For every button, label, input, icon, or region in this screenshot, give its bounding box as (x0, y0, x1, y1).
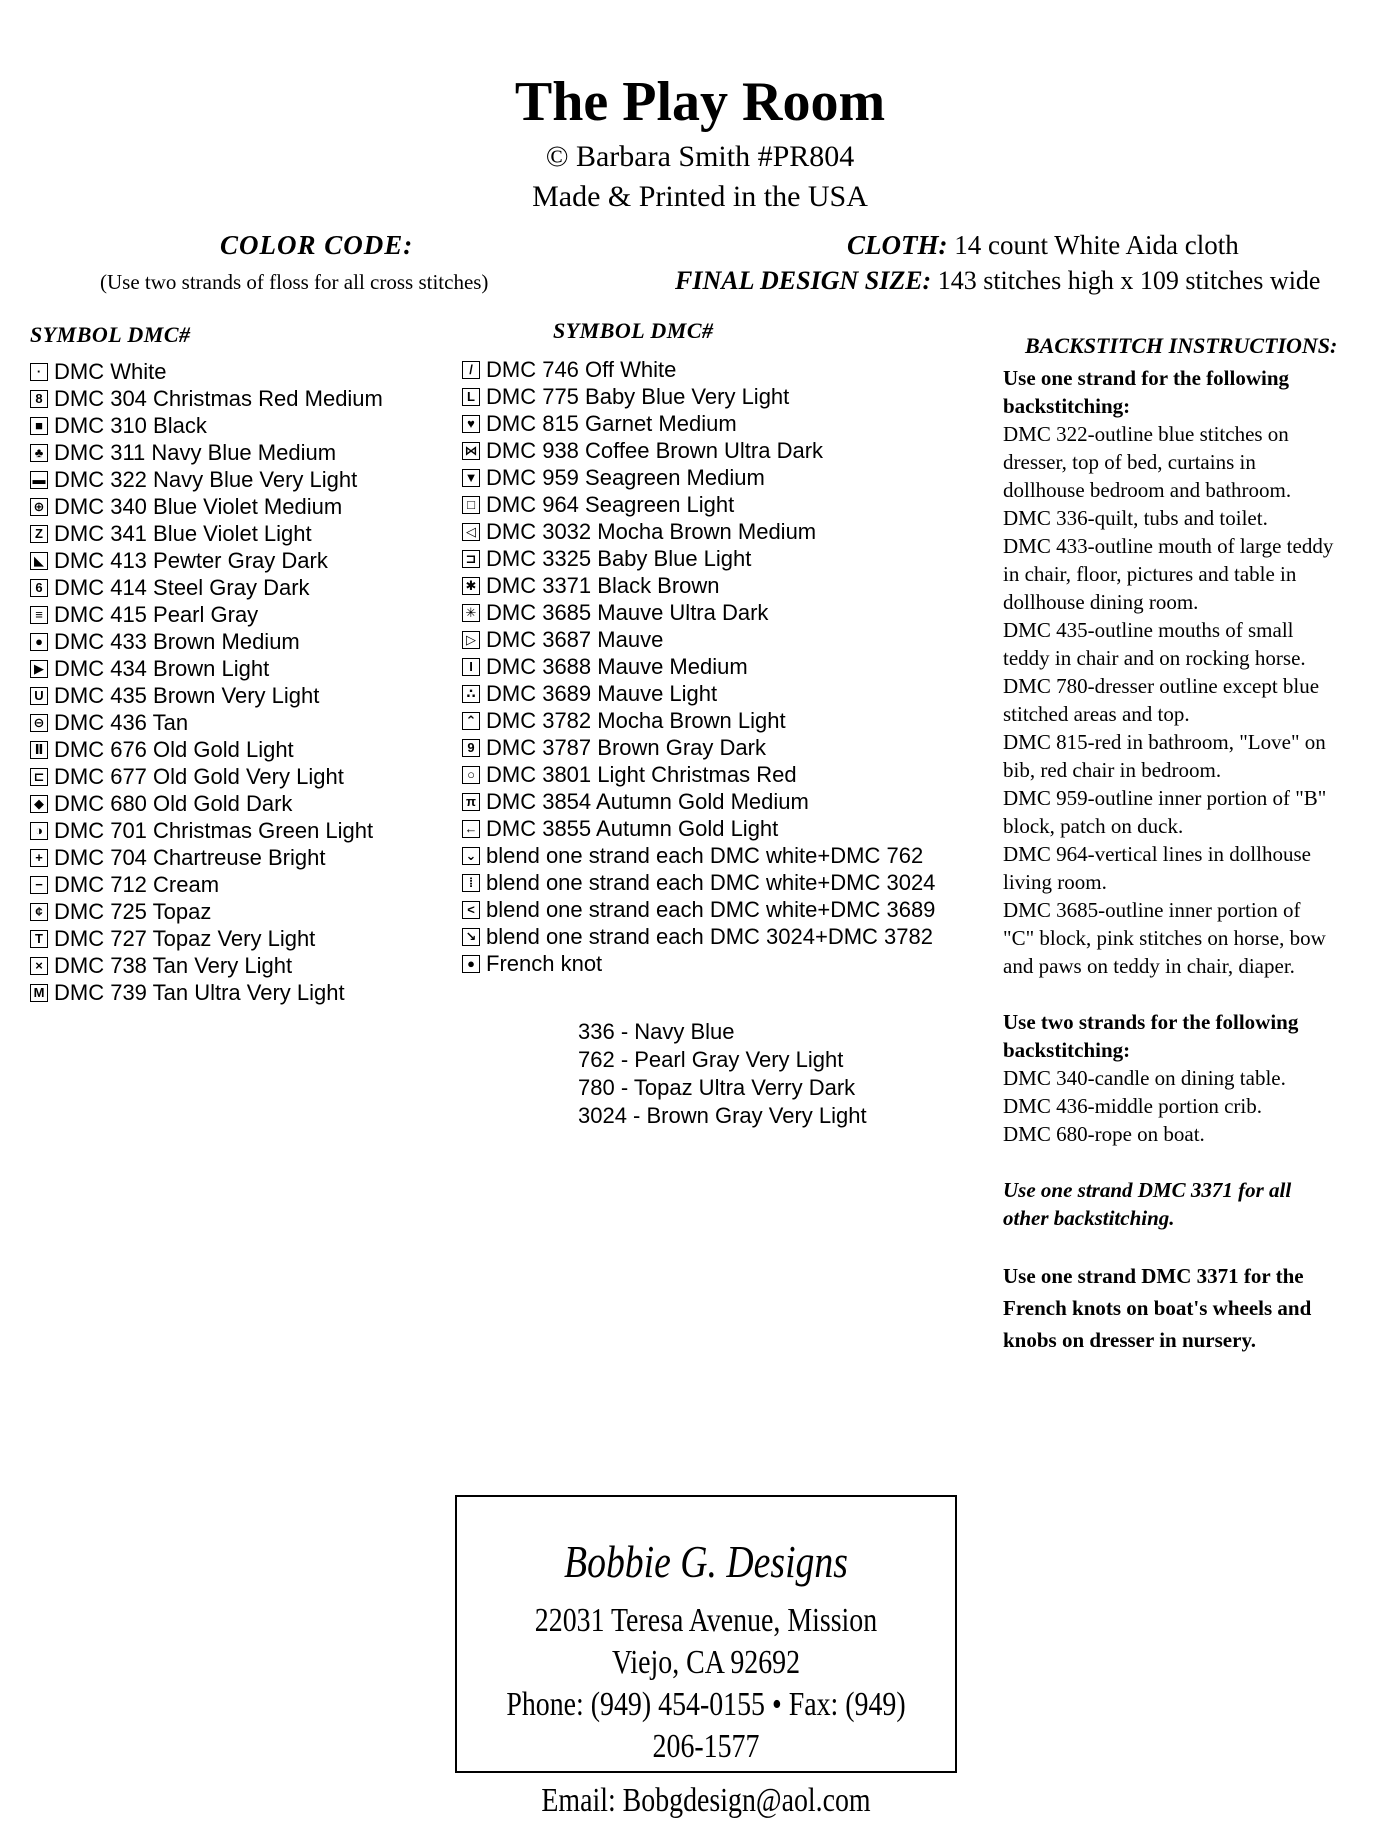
color-key-label: DMC 3782 Mocha Brown Light (486, 707, 786, 733)
color-key-label: DMC 3801 Light Christmas Red (486, 761, 797, 787)
down-triangle-symbol-icon: ▼ (462, 469, 480, 487)
bowtie-symbol-icon: ⋈ (462, 442, 480, 460)
color-key-item (462, 869, 935, 896)
reverse-c-symbol-icon: ⊐ (462, 550, 480, 568)
color-key-label: DMC 677 Old Gold Very Light (54, 763, 344, 789)
right-triangle-symbol-icon: ▶ (30, 660, 48, 678)
colon-symbol-icon: ⁞ (462, 874, 480, 892)
color-key-item (30, 709, 383, 736)
french-knot-note: knobs on dresser in nursery. (1003, 1328, 1257, 1352)
t-symbol-icon: T (30, 930, 48, 948)
backstitch-line: DMC 780-dresser outline except blue (1003, 674, 1320, 698)
color-key-label: blend one strand each DMC 3024+DMC 3782 (486, 923, 933, 949)
double-bar-symbol-icon: Ⅱ (30, 741, 48, 759)
color-key-item (462, 896, 935, 923)
color-key-label: DMC 304 Christmas Red Medium (54, 385, 383, 411)
color-key-item (462, 572, 935, 599)
backstitch-line: dollhouse dining room. (1003, 590, 1199, 614)
six-symbol-icon: 6 (30, 579, 48, 597)
color-key-label: DMC 738 Tan Very Light (54, 952, 293, 978)
backstitch-line: DMC 3685-outline inner portion of (1003, 898, 1301, 922)
nine-symbol-icon: 9 (462, 739, 480, 757)
color-key-label: DMC 341 Blue Violet Light (54, 520, 312, 546)
color-key-label: DMC 676 Old Gold Light (54, 736, 294, 762)
color-key-item (30, 493, 383, 520)
color-key-item (30, 844, 383, 871)
color-key-item (30, 601, 383, 628)
color-key-label: DMC 433 Brown Medium (54, 628, 300, 654)
circle-plus-symbol-icon: ⊕ (30, 498, 48, 516)
backstitch-line: block, patch on duck. (1003, 814, 1184, 838)
color-list-right (462, 356, 935, 977)
color-key-item (30, 574, 383, 601)
color-key-label: DMC 959 Seagreen Medium (486, 464, 765, 490)
one-strand-intro: backstitching: (1003, 394, 1131, 418)
extra-color-item: 780 - Topaz Ultra Verry Dark (578, 1075, 856, 1100)
symbol-column-header: SYMBOL DMC# (30, 322, 191, 347)
backstitch-line: DMC 433-outline mouth of large teddy (1003, 534, 1334, 558)
color-key-label: French knot (486, 950, 603, 976)
design-size-label: FINAL DESIGN SIZE: (675, 266, 932, 295)
color-key-label: DMC 704 Chartreuse Bright (54, 844, 326, 870)
color-key-item (30, 547, 383, 574)
color-key-label: DMC 727 Topaz Very Light (54, 925, 316, 951)
l-symbol-icon: L (462, 388, 480, 406)
color-key-label: DMC 3687 Mauve (486, 626, 664, 652)
color-key-label: DMC 413 Pewter Gray Dark (54, 547, 328, 573)
less-than-symbol-icon: < (462, 901, 480, 919)
color-key-label: DMC 3685 Mauve Ultra Dark (486, 599, 769, 625)
left-arrow-symbol-icon: ← (462, 820, 480, 838)
color-key-label: DMC 712 Cream (54, 871, 220, 897)
color-key-label: blend one strand each DMC white+DMC 3024 (486, 869, 936, 895)
backstitch-line: DMC 959-outline inner portion of "B" (1003, 786, 1327, 810)
color-key-label: blend one strand each DMC white+DMC 3689 (486, 896, 936, 922)
i-symbol-icon: I (462, 658, 480, 676)
color-code-heading: COLOR CODE: (220, 230, 414, 260)
eight-symbol-icon: 8 (30, 390, 48, 408)
square-symbol-icon: □ (462, 496, 480, 514)
heart-symbol-icon: ♥ (462, 415, 480, 433)
color-key-item (30, 520, 383, 547)
color-key-label: DMC 340 Blue Violet Medium (54, 493, 343, 519)
z-symbol-icon: Z (30, 525, 48, 543)
color-key-label: DMC 3688 Mauve Medium (486, 653, 748, 679)
backstitch-line: and paws on teddy in chair, diaper. (1003, 954, 1295, 978)
backstitch-instructions (1003, 332, 1393, 1356)
circle-bar-symbol-icon: ⊖ (30, 714, 48, 732)
x-symbol-icon: × (30, 957, 48, 975)
backstitch-heading: BACKSTITCH INSTRUCTIONS: (1025, 333, 1338, 358)
color-key-item (462, 626, 935, 653)
slash-symbol-icon: / (462, 361, 480, 379)
design-size-line (675, 266, 1320, 296)
backstitch-line: DMC 436-middle portion crib. (1003, 1094, 1262, 1118)
french-knot-note: Use one strand DMC 3371 for the (1003, 1264, 1304, 1288)
right-outline-triangle-symbol-icon: ▷ (462, 631, 480, 649)
color-key-label: DMC 701 Christmas Green Light (54, 817, 374, 843)
extra-color-item: 336 - Navy Blue (578, 1019, 735, 1044)
backstitch-line: DMC 815-red in bathroom, "Love" on (1003, 730, 1326, 754)
color-key-item (462, 788, 935, 815)
color-key-item (462, 491, 935, 518)
color-key-label: DMC 964 Seagreen Light (486, 491, 735, 517)
company-email: Email: Bobgdesign@aol.com (541, 1782, 871, 1819)
color-key-item (30, 925, 383, 952)
backstitch-line: DMC 340-candle on dining table. (1003, 1066, 1286, 1090)
color-key-item (30, 682, 383, 709)
backstitch-line: bib, red chair in bedroom. (1003, 758, 1222, 782)
m-symbol-icon: M (30, 984, 48, 1002)
backstitch-line: DMC 336-quilt, tubs and toilet. (1003, 506, 1268, 530)
symbol-column-header: SYMBOL DMC# (553, 318, 714, 343)
backstitch-line: DMC 435-outline mouths of small (1003, 618, 1294, 642)
one-strand-intro: Use one strand for the following (1003, 366, 1290, 390)
color-key-label: DMC 746 Off White (486, 356, 677, 382)
c-symbol-icon: ⊏ (30, 768, 48, 786)
color-code-note: (Use two strands of floss for all cross stitches) (100, 270, 489, 294)
dot-symbol-icon: · (30, 363, 48, 381)
backstitch-line: living room. (1003, 870, 1107, 894)
color-key-item (30, 439, 383, 466)
color-key-item (462, 842, 935, 869)
color-key-item (30, 385, 383, 412)
design-size-value: 143 stitches high x 109 stitches wide (931, 266, 1321, 295)
color-key-label: DMC 3787 Brown Gray Dark (486, 734, 766, 760)
color-key-label: DMC 3689 Mauve Light (486, 680, 718, 706)
color-key-item (462, 707, 935, 734)
color-key-item (462, 680, 935, 707)
backstitch-line: stitched areas and top. (1003, 702, 1190, 726)
color-key-item (30, 763, 383, 790)
color-key-item (30, 871, 383, 898)
cent-symbol-icon: ¢ (30, 903, 48, 921)
asterisk-symbol-icon: ✱ (462, 577, 480, 595)
backstitch-line: dollhouse bedroom and bathroom. (1003, 478, 1292, 502)
color-key-label: DMC 739 Tan Ultra Very Light (54, 979, 345, 1005)
extra-colors-list (578, 1018, 867, 1130)
color-key-label: DMC 436 Tan (54, 709, 189, 735)
half-circle-symbol-icon: ◑ (30, 822, 48, 840)
color-key-item (30, 412, 383, 439)
color-key-item (462, 734, 935, 761)
backstitch-line: dresser, top of bed, curtains in (1003, 450, 1256, 474)
color-key-item (462, 356, 935, 383)
color-key-item (462, 464, 935, 491)
color-key-label: DMC 311 Navy Blue Medium (54, 439, 337, 465)
star-symbol-icon: ✳ (462, 604, 480, 622)
one-strand-lines (1003, 420, 1393, 980)
backstitch-line: DMC 964-vertical lines in dollhouse (1003, 842, 1311, 866)
triangle-symbol-icon: ◣ (30, 552, 48, 570)
color-key-item (462, 545, 935, 572)
backstitch-line: DMC 322-outline blue stitches on (1003, 422, 1289, 446)
color-key-item (30, 790, 383, 817)
company-phone: Phone: (949) 454-0155 • Fax: (949) 206-1577 (506, 1686, 906, 1765)
color-key-item (462, 761, 935, 788)
color-list-left (30, 358, 383, 1006)
cloth-line (847, 230, 1239, 261)
backstitch-line: DMC 680-rope on boat. (1003, 1122, 1205, 1146)
color-key-item (462, 410, 935, 437)
color-key-item (30, 817, 383, 844)
up-caret-symbol-icon: ⌃ (462, 712, 480, 730)
french-knot-symbol-icon: ● (462, 955, 480, 973)
color-key-label: DMC 3855 Autumn Gold Light (486, 815, 779, 841)
other-backstitch-note: Use one strand DMC 3371 for all (1003, 1178, 1292, 1202)
cloth-value: 14 count White Aida cloth (947, 230, 1239, 260)
color-key-label: DMC 775 Baby Blue Very Light (486, 383, 790, 409)
color-key-label: DMC 725 Topaz (54, 898, 212, 924)
other-backstitch-note: other backstitching. (1003, 1206, 1175, 1230)
backstitch-line: teddy in chair and on rocking horse. (1003, 646, 1306, 670)
filled-circle-symbol-icon: ● (30, 633, 48, 651)
page-title: The Play Room (514, 71, 886, 133)
extra-color-item: 3024 - Brown Gray Very Light (578, 1103, 867, 1128)
color-key-label: DMC 414 Steel Gray Dark (54, 574, 310, 600)
club-symbol-icon: ♣ (30, 444, 48, 462)
color-key-label: blend one strand each DMC white+DMC 762 (486, 842, 924, 868)
company-name: Bobbie G. Designs (564, 1536, 848, 1587)
color-key-label: DMC 680 Old Gold Dark (54, 790, 293, 816)
left-triangle-symbol-icon: ◁ (462, 523, 480, 541)
plus-symbol-icon: + (30, 849, 48, 867)
down-right-arrow-symbol-icon: ↘ (462, 928, 480, 946)
color-key-item (30, 952, 383, 979)
color-key-label: DMC 3325 Baby Blue Light (486, 545, 752, 571)
extra-color-item: 762 - Pearl Gray Very Light (578, 1047, 844, 1072)
color-key-item (30, 358, 383, 385)
color-key-item (462, 923, 935, 950)
color-key-item (30, 628, 383, 655)
v-symbol-icon: ⌄ (462, 847, 480, 865)
color-key-label: DMC 415 Pearl Gray (54, 601, 259, 627)
two-strand-intro: Use two strands for the following (1003, 1010, 1299, 1034)
color-key-item (30, 979, 383, 1006)
pi-symbol-icon: π (462, 793, 480, 811)
color-key-label: DMC 435 Brown Very Light (54, 682, 320, 708)
color-key-label: DMC 3371 Black Brown (486, 572, 720, 598)
copyright-line: © Barbara Smith #PR804 (545, 140, 855, 173)
made-in-line: Made & Printed in the USA (532, 180, 868, 213)
color-key-item (30, 466, 383, 493)
color-key-item (462, 653, 935, 680)
color-key-label: DMC 322 Navy Blue Very Light (54, 466, 358, 492)
color-key-item (462, 599, 935, 626)
company-address-box (455, 1495, 957, 1819)
color-key-label: DMC 938 Coffee Brown Ultra Dark (486, 437, 824, 463)
two-strand-lines (1003, 1064, 1393, 1148)
color-key-item (462, 383, 935, 410)
minus-symbol-icon: − (30, 876, 48, 894)
color-key-item (462, 518, 935, 545)
color-key-label: DMC White (54, 358, 167, 384)
backstitch-line: "C" block, pink stitches on horse, bow (1003, 926, 1326, 950)
triple-bar-symbol-icon: ≡ (30, 606, 48, 624)
filled-square-symbol-icon: ■ (30, 417, 48, 435)
half-fill-symbol-icon: ▬ (30, 471, 48, 489)
u-symbol-icon: U (30, 687, 48, 705)
color-key-item (30, 655, 383, 682)
french-knot-note: French knots on boat's wheels and (1003, 1296, 1312, 1320)
backstitch-line: in chair, floor, pictures and table in (1003, 562, 1297, 586)
color-key-item (462, 815, 935, 842)
color-key-item (462, 950, 935, 977)
color-key-label: DMC 310 Black (54, 412, 207, 438)
color-key-item (30, 736, 383, 763)
color-key-item (462, 437, 935, 464)
color-key-item (30, 898, 383, 925)
diamond-symbol-icon: ◆ (30, 795, 48, 813)
color-key-label: DMC 434 Brown Light (54, 655, 270, 681)
color-key-label: DMC 815 Garnet Medium (486, 410, 737, 436)
circle-symbol-icon: ○ (462, 766, 480, 784)
color-key-label: DMC 3854 Autumn Gold Medium (486, 788, 809, 814)
two-strand-intro: backstitching: (1003, 1038, 1131, 1062)
company-street: 22031 Teresa Avenue, Mission Viejo, CA 92692 (534, 1602, 878, 1681)
color-key-label: DMC 3032 Mocha Brown Medium (486, 518, 817, 544)
dots-symbol-icon: ∴ (462, 685, 480, 703)
cloth-label: CLOTH: (847, 230, 948, 260)
